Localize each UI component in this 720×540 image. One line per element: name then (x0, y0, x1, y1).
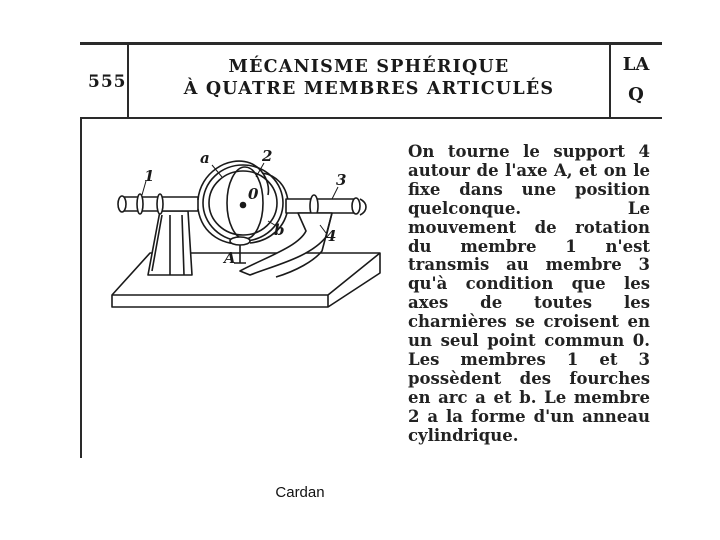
description-text: On tourne le support 4 autour de l'axe A, et on le fixe dans une position quelconque. Le mouvement de rotation du membre 1 n'est transmis au membre 3 qu'à condition que les axes de toutes les charnières se croisent en un seul point commun 0. Les membres 1 et 3 possèdent des fourches en arc a et b. Le membre 2 a la forme d'un anneau cylindrique. (408, 142, 650, 445)
label-4: 4 (326, 227, 337, 245)
card-title (130, 56, 608, 100)
header-top-rule (80, 42, 662, 45)
header-divider-right (609, 44, 611, 118)
mechanism-drawing (100, 125, 390, 425)
card-number: 555 (88, 72, 127, 92)
label-b: b (274, 221, 285, 239)
header-bottom-rule (80, 117, 662, 119)
mechanism-figure (100, 125, 390, 425)
caption-cardan: Cardan (275, 484, 325, 501)
card-title-line-1: MÉCANISME SPHÉRIQUE (228, 57, 510, 77)
card-title-line-2: À QUATRE MEMBRES ARTICULÉS (183, 79, 555, 99)
card-code-line-1: LA (622, 54, 650, 75)
card-code-line-2: Q (628, 84, 644, 105)
right-shaft (286, 199, 356, 213)
label-0: 0 (248, 185, 259, 203)
card-code (612, 50, 660, 110)
label-1: 1 (144, 167, 155, 185)
label-A: A (224, 249, 236, 267)
header-divider-left (127, 44, 129, 118)
page-left-rule (80, 118, 82, 458)
label-2: 2 (262, 147, 273, 165)
label-3: 3 (336, 171, 347, 189)
label-a: a (200, 149, 210, 167)
